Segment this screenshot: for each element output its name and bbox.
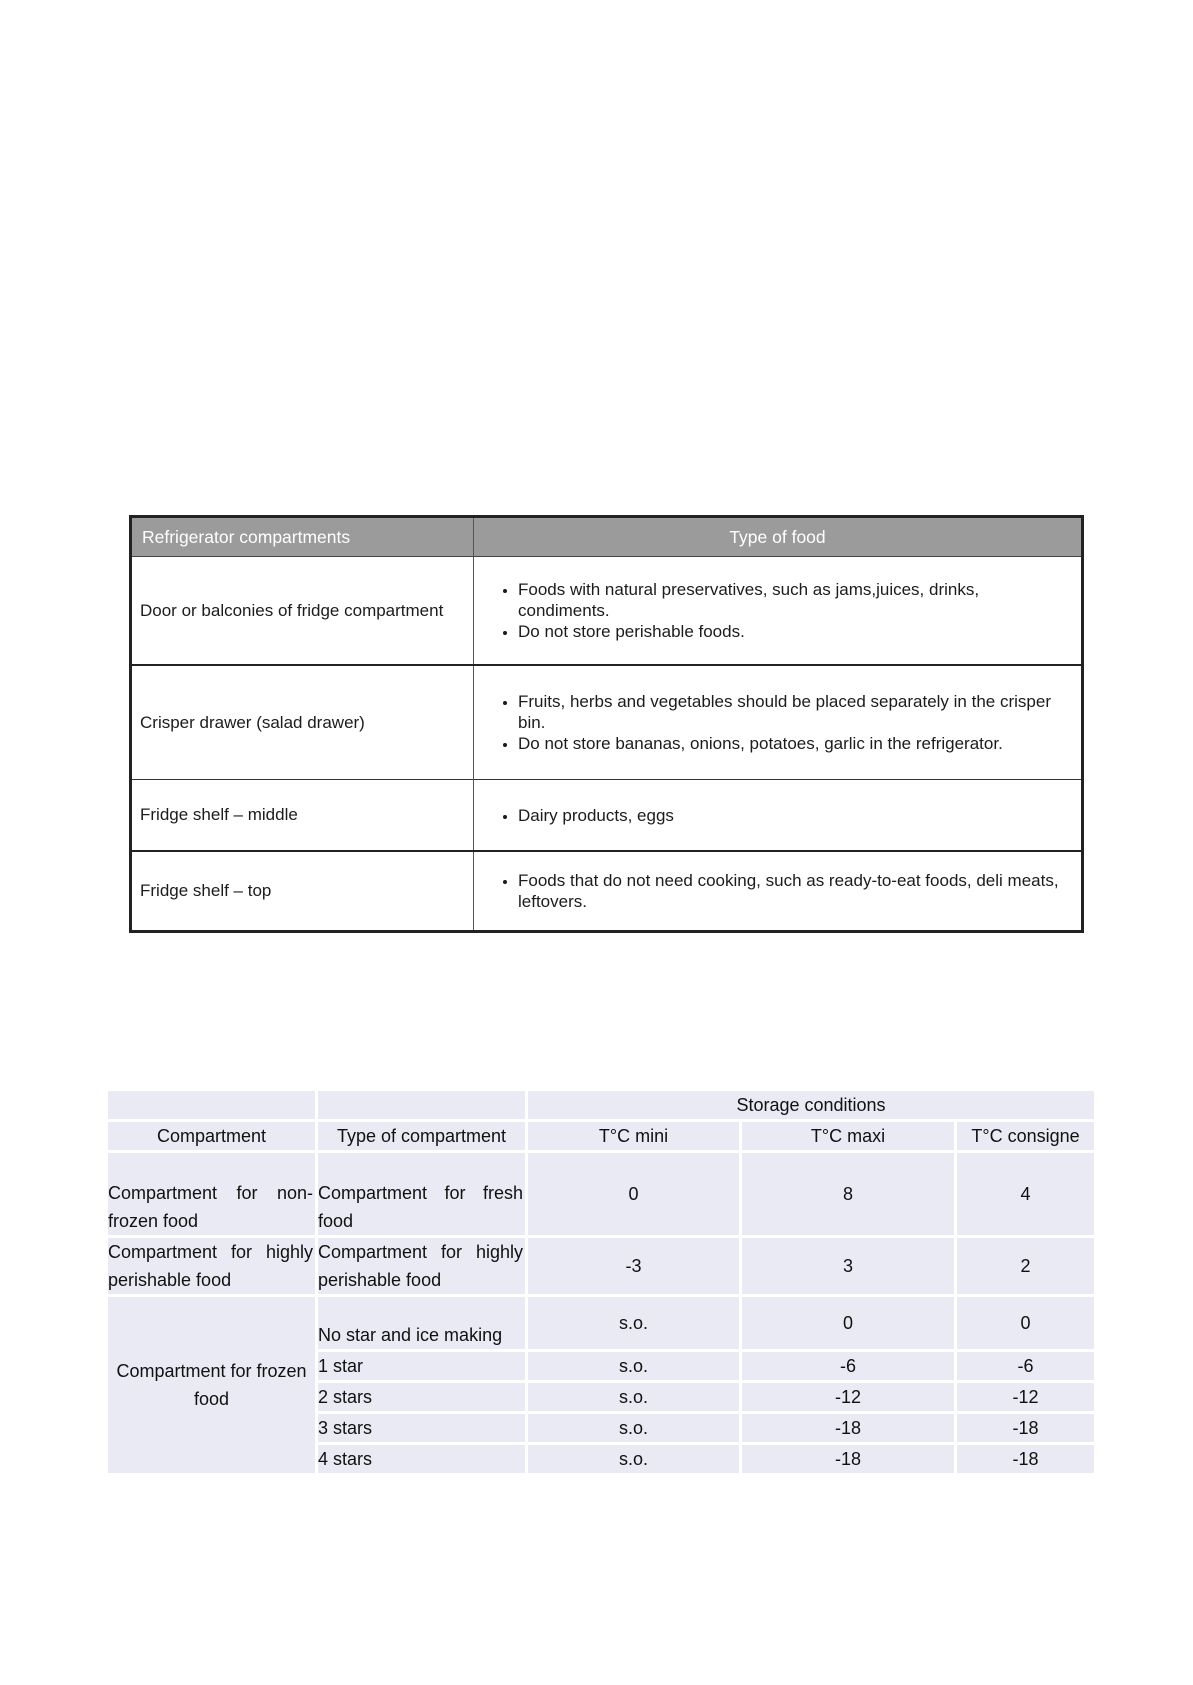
- storage-conditions-header: Storage conditions: [528, 1091, 1094, 1122]
- setpoint-temp-cell: -12: [957, 1383, 1094, 1414]
- column-header-max: T°C maxi: [742, 1122, 957, 1153]
- food-list-cell: [474, 851, 1083, 932]
- storage-conditions-table: [108, 1091, 1094, 1476]
- type-cell: 2 stars: [318, 1383, 528, 1414]
- max-temp-cell: -6: [742, 1352, 957, 1383]
- list-item: • Do not store perishable foods.: [518, 621, 1073, 642]
- table-row: [108, 1238, 1094, 1297]
- type-cell: Compartment for highly perishable food: [318, 1238, 528, 1297]
- type-cell: 4 stars: [318, 1445, 528, 1476]
- list-item: • Foods with natural preservatives, such as jams,juices, drinks, condiments.: [518, 579, 1073, 621]
- max-temp-cell: -18: [742, 1414, 957, 1445]
- setpoint-temp-cell: -6: [957, 1352, 1094, 1383]
- food-list-cell: [474, 557, 1083, 666]
- min-temp-cell: s.o.: [528, 1297, 742, 1352]
- max-temp-cell: 0: [742, 1297, 957, 1352]
- column-header-compartment: Compartment: [108, 1122, 318, 1153]
- type-cell: 1 star: [318, 1352, 528, 1383]
- setpoint-temp-cell: 2: [957, 1238, 1094, 1297]
- group-header-row: [108, 1091, 1094, 1122]
- table-row: [131, 557, 1083, 666]
- table-row: [108, 1153, 1094, 1238]
- max-temp-cell: -18: [742, 1445, 957, 1476]
- min-temp-cell: s.o.: [528, 1414, 742, 1445]
- setpoint-temp-cell: 4: [957, 1153, 1094, 1238]
- max-temp-cell: -12: [742, 1383, 957, 1414]
- min-temp-cell: 0: [528, 1153, 742, 1238]
- compartment-label: Fridge shelf – middle: [131, 780, 474, 852]
- list-item: • Dairy products, eggs: [518, 805, 1073, 826]
- table-header-row: [108, 1122, 1094, 1153]
- setpoint-temp-cell: 0: [957, 1297, 1094, 1352]
- food-list: [482, 870, 1073, 912]
- compartment-label: Door or balconies of fridge compartment: [131, 557, 474, 666]
- max-temp-cell: 3: [742, 1238, 957, 1297]
- setpoint-temp-cell: -18: [957, 1414, 1094, 1445]
- column-header-type-of-food: Type of food: [474, 517, 1083, 557]
- list-item: • Do not store bananas, onions, potatoes, garlic in the refrigerator.: [518, 733, 1073, 754]
- compartment-label: Crisper drawer (salad drawer): [131, 665, 474, 780]
- min-temp-cell: s.o.: [528, 1383, 742, 1414]
- table-header-row: [131, 517, 1083, 557]
- table-row: [131, 780, 1083, 852]
- compartment-label: Fridge shelf – top: [131, 851, 474, 932]
- list-item: • Fruits, herbs and vegetables should be placed separately in the crisper bin.: [518, 691, 1073, 733]
- food-list-cell: [474, 780, 1083, 852]
- type-cell: 3 stars: [318, 1414, 528, 1445]
- table-row: [108, 1297, 1094, 1352]
- food-list: [482, 805, 1073, 826]
- type-cell: Compartment for fresh food: [318, 1153, 528, 1238]
- type-cell: No star and ice making: [318, 1297, 528, 1352]
- max-temp-cell: 8: [742, 1153, 957, 1238]
- min-temp-cell: s.o.: [528, 1352, 742, 1383]
- compartment-cell: Compartment for non-frozen food: [108, 1153, 318, 1238]
- empty-header-cell: [108, 1091, 318, 1122]
- table-row: [131, 851, 1083, 932]
- column-header-compartments: Refrigerator compartments: [131, 517, 474, 557]
- empty-header-cell: [318, 1091, 528, 1122]
- column-header-setpoint: T°C consigne: [957, 1122, 1094, 1153]
- table-row: [131, 665, 1083, 780]
- setpoint-temp-cell: -18: [957, 1445, 1094, 1476]
- frozen-compartment-cell: Compartment for frozen food: [108, 1297, 318, 1476]
- list-item: • Foods that do not need cooking, such as ready-to-eat foods, deli meats, leftovers.: [518, 870, 1073, 912]
- refrigerator-compartments-table: [129, 515, 1084, 933]
- food-list: [482, 691, 1073, 754]
- min-temp-cell: -3: [528, 1238, 742, 1297]
- column-header-min: T°C mini: [528, 1122, 742, 1153]
- food-list-cell: [474, 665, 1083, 780]
- food-list: [482, 579, 1073, 642]
- min-temp-cell: s.o.: [528, 1445, 742, 1476]
- column-header-type: Type of compartment: [318, 1122, 528, 1153]
- compartment-cell: Compartment for highly perishable food: [108, 1238, 318, 1297]
